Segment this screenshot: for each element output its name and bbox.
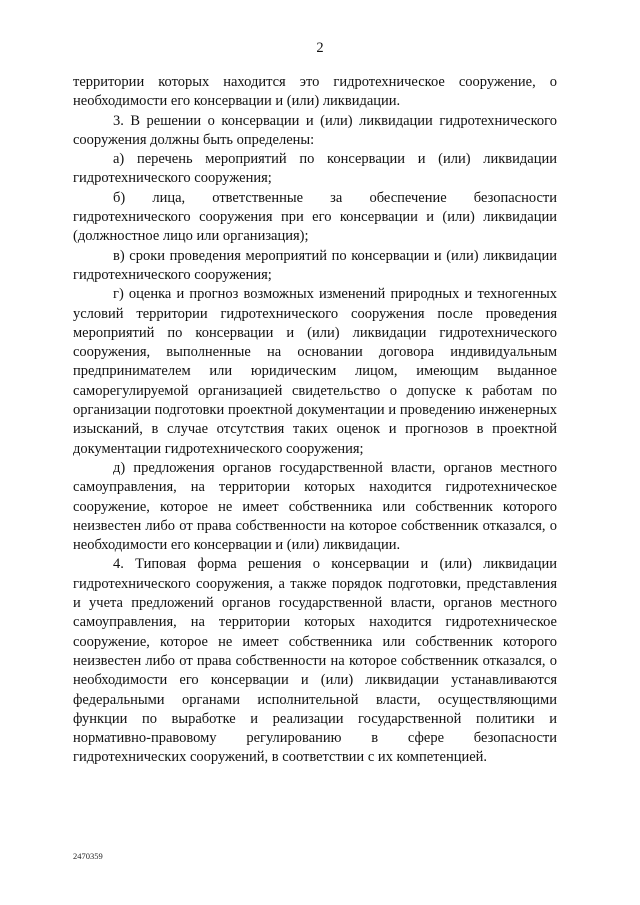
paragraph-clause-3: 3. В решении о консервации и (или) ликвидации гидротехнического сооружения должны быть определены:: [73, 112, 557, 148]
page-number: 2: [316, 40, 324, 56]
subclause-d: д) предложения органов государственной власти, органов местного самоуправления, на территории которых находится гидротехническое сооружение, которое не имеет собственника или собственник которого неизвестен либо от права собственности на которое собственник отказался, о необходимости его консервации и (или) ликвидации.: [73, 459, 557, 554]
subclause-v: в) сроки проведения мероприятий по консервации и (или) ликвидации гидротехнического сооружения;: [73, 247, 557, 283]
document-body: [73, 73, 557, 768]
subclause-b: б) лица, ответственные за обеспечение безопасности гидротехнического сооружения при его консервации и (или) ликвидации (должностное лицо или организация);: [73, 189, 557, 245]
paragraph-continuation: территории которых находится это гидротехническое сооружение, о необходимости его консервации и (или) ликвидации.: [73, 74, 557, 110]
subclause-a: а) перечень мероприятий по консервации и (или) ликвидации гидротехнического сооружения;: [73, 151, 557, 187]
document-code: 2470359: [73, 851, 103, 861]
subclause-g: г) оценка и прогноз возможных изменений природных и техногенных условий территории гидротехнического сооружения после проведения мероприятий по консервации и (или) ликвидации гидротехнического сооружения, выполненные на основании договора индивидуальным предпринимателем или юридическим лицом, имеющим выданное саморегулируемой организацией свидетельство о допуске к работам по организации подготовки проектной документации и проведению инженерных изысканий, в случае отсутствия таких оценок и прогнозов в проектной документации гидротехнического сооружения;: [73, 286, 557, 457]
paragraph-clause-4: 4. Типовая форма решения о консервации и (или) ликвидации гидротехнического сооружения, а также порядок подготовки, представления и учета предложений органов государственной власти, органов местного самоуправления, на территории которых находится гидротехническое сооружение, которое не имеет собственника или собственник которого неизвестен либо от права собственности на которое собственник отказался, о необходимости его консервации и (или) ликвидации устанавливаются федеральными органами исполнительной власти, осуществляющими функции по выработке и реализации государственной политики и нормативно-правовому регулированию в сфере безопасности гидротехнических сооружений, в соответствии с их компетенцией.: [73, 556, 557, 766]
